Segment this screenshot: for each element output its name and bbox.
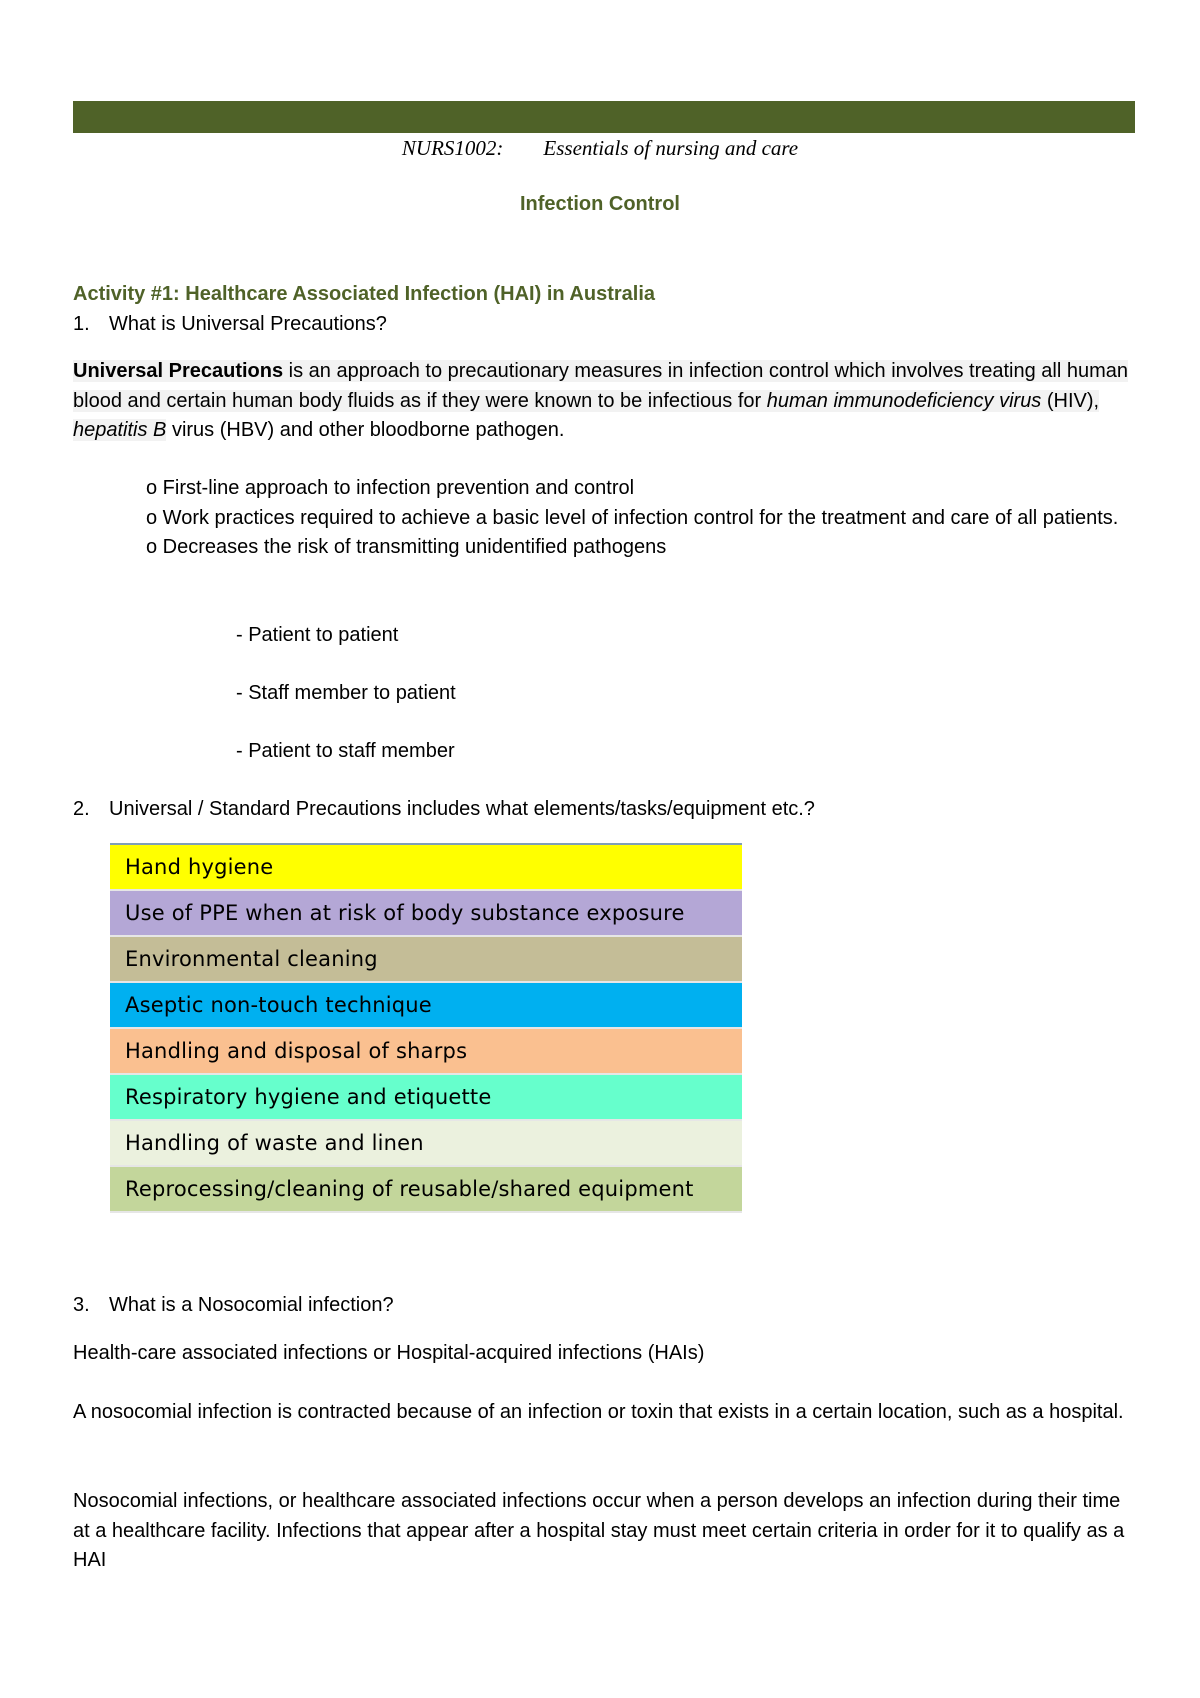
table-row: [110, 1166, 742, 1212]
question-3: [73, 1291, 394, 1321]
table-row: [110, 1074, 742, 1120]
definition-text-c: virus (HBV) and other bloodborne pathogen.: [166, 419, 565, 441]
precaution-item: Handling and disposal of sharps: [110, 1028, 742, 1074]
nosocomial-paragraph-3: Nosocomial infections, or healthcare associated infections occur when a person develops an infection during their time at a healthcare facility. Infections that appear after a hospital stay must meet certain criteria in order for it to qualify as a HAI: [73, 1490, 1125, 1571]
course-title: [0, 133, 1200, 163]
definition-italic-2: hepatitis B: [73, 419, 167, 441]
list-item: o Work practices required to achieve a basic level of infection control for the treatment and care of all patients.: [146, 506, 1119, 529]
precaution-item: Use of PPE when at risk of body substance exposure: [110, 890, 742, 936]
question-2-number: 2.: [73, 798, 90, 820]
page-subtitle: Infection Control: [520, 193, 680, 215]
course-name: Essentials of nursing and care: [543, 136, 799, 160]
question-1: [73, 310, 387, 340]
precaution-item: Reprocessing/cleaning of reusable/shared equipment: [110, 1166, 742, 1212]
table-row: [110, 890, 742, 936]
table-row: [110, 982, 742, 1028]
dash-item: - Patient to staff member: [236, 740, 455, 762]
list-item: o Decreases the risk of transmitting unidentified pathogens: [146, 536, 667, 558]
question-1-text: What is Universal Precautions?: [109, 313, 387, 335]
precaution-item: Respiratory hygiene and etiquette: [110, 1074, 742, 1120]
definition-text-b: (HIV),: [1041, 389, 1100, 412]
universal-precautions-definition: [73, 357, 1133, 446]
definition-italic-1: human immunodeficiency virus: [766, 389, 1042, 412]
precaution-item: Aseptic non-touch technique: [110, 982, 742, 1028]
table-row: [110, 936, 742, 982]
course-code: NURS1002:: [401, 136, 504, 160]
precaution-item: Environmental cleaning: [110, 936, 742, 982]
dash-item: - Staff member to patient: [236, 682, 456, 704]
question-1-number: 1.: [73, 313, 90, 335]
question-3-number: 3.: [73, 1294, 90, 1316]
nosocomial-paragraph-2: A nosocomial infection is contracted because of an infection or toxin that exists in a certain location, such as a hospital.: [73, 1401, 1124, 1423]
question-3-text: What is a Nosocomial infection?: [109, 1294, 394, 1316]
question-2: [73, 795, 815, 825]
definition-text-a: is an approach to precautionary measures in infection control which involves treating all human blood and certain human body fluids as if they were known to be infectious for: [73, 360, 1128, 412]
table-row: [110, 1120, 742, 1166]
nosocomial-paragraph-1: Health-care associated infections or Hospital-acquired infections (HAIs): [73, 1342, 705, 1364]
bold-term: Universal Precautions: [73, 360, 284, 382]
list-item: o First-line approach to infection prevention and control: [146, 477, 635, 499]
precaution-item: Hand hygiene: [110, 844, 742, 890]
precautions-table: [110, 843, 742, 1213]
header-bar: [73, 101, 1135, 133]
bullet-list: [146, 474, 1136, 563]
precaution-item: Handling of waste and linen: [110, 1120, 742, 1166]
table-row: [110, 1028, 742, 1074]
table-row: [110, 844, 742, 890]
activity-heading: Activity #1: Healthcare Associated Infection (HAI) in Australia: [73, 283, 656, 305]
question-2-text: Universal / Standard Precautions includes what elements/tasks/equipment etc.?: [109, 798, 815, 820]
dash-item: - Patient to patient: [236, 624, 399, 646]
